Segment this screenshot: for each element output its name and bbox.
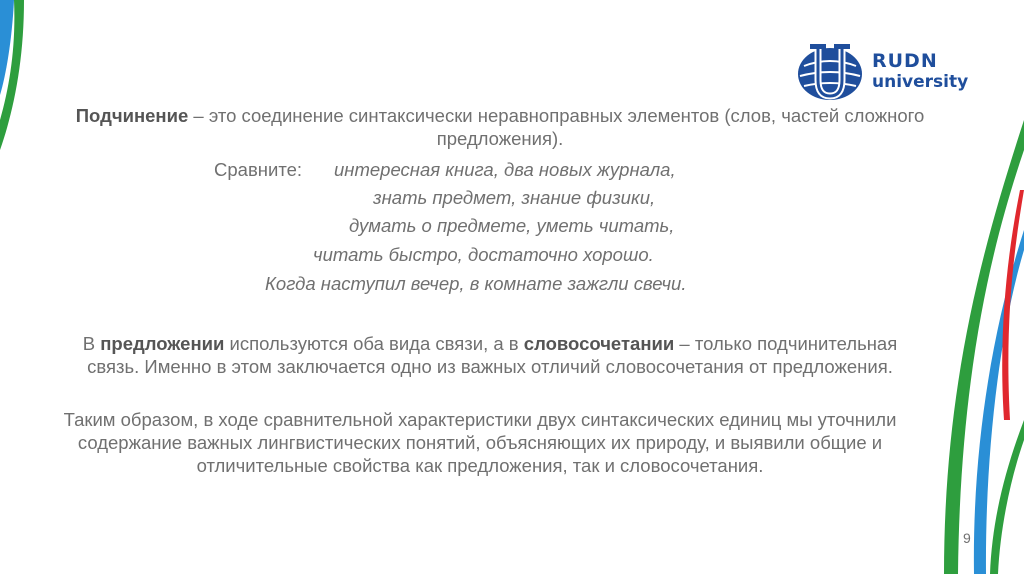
bold-sentence: предложении bbox=[100, 333, 225, 354]
example-5: Когда наступил вечер, в комнате зажгли свечи. bbox=[265, 273, 687, 294]
sentence-vs-phrase-paragraph: В предложении используются оба вида связи, а в словосочетании – только подчинительная связь. Именно в этом заключается одно из важных отличий словосочетания от предложения. bbox=[82, 333, 898, 377]
term-subordination: Подчинение bbox=[75, 105, 189, 126]
compare-label: Сравните: bbox=[214, 159, 303, 180]
definition-paragraph bbox=[40, 104, 960, 150]
logo-text bbox=[872, 50, 968, 92]
example-3: думать о предмете, уметь читать, bbox=[349, 215, 675, 236]
conclusion-paragraph: Таким образом, в ходе сравнительной характеристики двух синтаксических единиц мы уточнили содержание важных лингвистических понятий, объясняющих их природу, и выявили общие и отличительные свойства как предложения, так и словосочетания. bbox=[63, 409, 897, 476]
definition-text: – это соединение синтаксически неравноправных элементов (слов, частей сложного предложения). bbox=[188, 105, 925, 149]
logo-line2: university bbox=[872, 72, 969, 92]
example-1: интересная книга, два новых журнала, bbox=[334, 159, 676, 180]
example-2: знать предмет, знание физики, bbox=[373, 187, 656, 208]
right-green-stripe-bottom bbox=[990, 420, 1024, 574]
bold-phrase: словосочетании bbox=[523, 333, 675, 354]
page-number: 9 bbox=[963, 530, 971, 546]
right-red-stripe bbox=[1002, 190, 1024, 420]
example-4: читать быстро, достаточно хорошо. bbox=[313, 244, 654, 265]
logo-line1: RUDN bbox=[872, 50, 938, 72]
